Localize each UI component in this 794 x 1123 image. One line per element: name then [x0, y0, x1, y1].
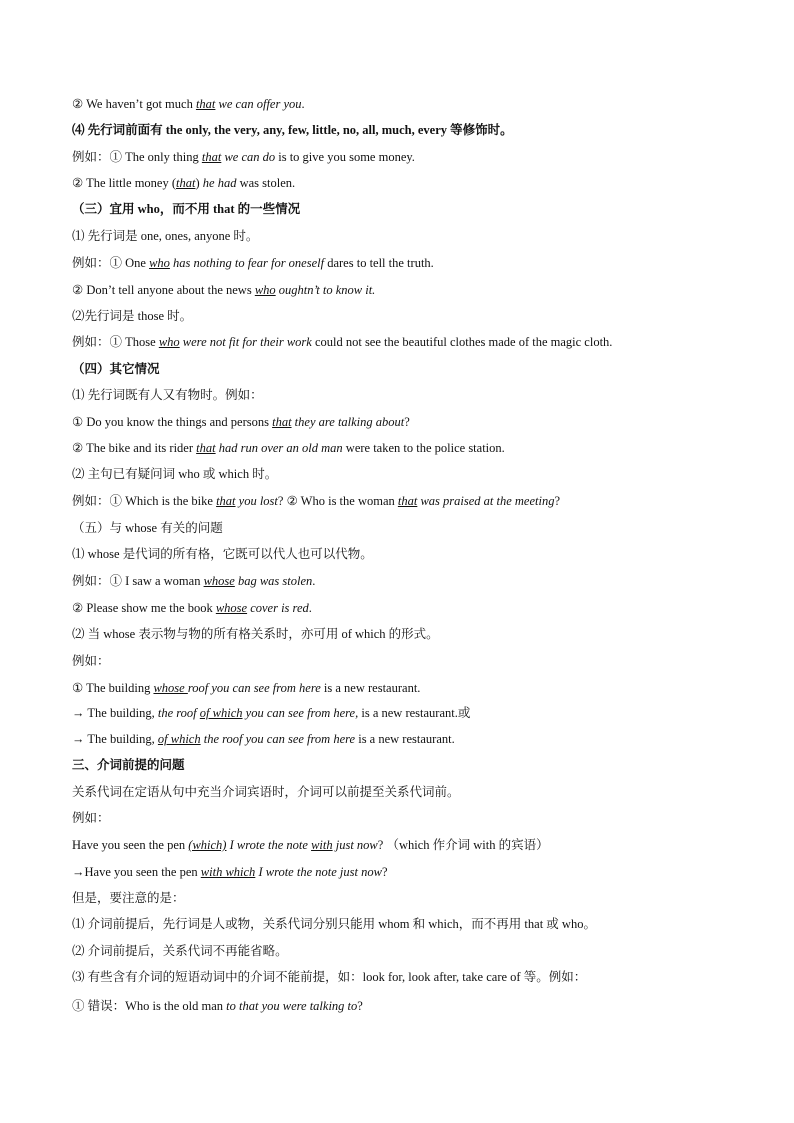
text-line [72, 546, 373, 562]
text-line [72, 228, 258, 244]
text-segment: the roof [157, 706, 200, 720]
text-segment: ? ② Who is the woman [277, 494, 398, 508]
text-segment: ⑴ 介词前提后，先行词是人或物，关系代词分别只能用 whom 和 which，而不再用 that 或 who。 [72, 917, 596, 931]
text-segment: ⑵先行词是 those 时。 [72, 309, 193, 323]
underlined-phrase: that [216, 494, 236, 508]
text-line [72, 361, 160, 377]
text-line [72, 387, 263, 403]
text-segment: 关系代词在定语从句中充当介词宾语时，介词可以前提至关系代词前。 [72, 785, 460, 799]
text-segment: oughtn’t to know it. [275, 283, 376, 297]
text-segment: （五）与 whose 有关的问题 [72, 521, 223, 535]
text-segment: you lost [235, 494, 278, 508]
text-segment: is to give you some money. [275, 150, 415, 164]
text-segment: ⑴ 先行词是 one, ones, anyone 时。 [72, 229, 259, 243]
text-segment: ⑵ 主句已有疑问词 who 或 which 时。 [72, 467, 278, 481]
text-line [72, 943, 288, 959]
text-segment: is a new restaurant. [320, 681, 421, 695]
text-segment: ② We haven’t got much [72, 97, 196, 111]
text-segment: ? [404, 415, 410, 429]
text-segment: the roof you can see from here [200, 732, 356, 746]
text-segment: were not fit for their work [179, 335, 312, 349]
text-segment: could not see the beautiful clothes made of the magic cloth. [311, 335, 613, 349]
text-line [72, 837, 549, 853]
underlined-phrase: that [195, 97, 216, 111]
text-segment: had run over an old man [215, 441, 343, 455]
text-segment: 三、介词前提的问题 [72, 758, 185, 772]
text-segment: ) [195, 176, 200, 190]
text-segment: （四）其它情况 [72, 362, 160, 376]
underlined-phrase: that [201, 150, 222, 164]
text-line [72, 810, 110, 826]
text-segment: we can offer you [215, 97, 302, 111]
text-line [72, 96, 305, 112]
text-line [72, 493, 560, 509]
text-segment: I wrote the note just now [255, 865, 382, 879]
text-segment: 等修饰时。 [447, 123, 513, 137]
text-line [72, 440, 505, 456]
text-segment: to that you were talking to [226, 999, 358, 1013]
text-segment: 例如：① The only thing [72, 150, 202, 164]
text-segment: ② Don’t tell anyone about the news [72, 283, 255, 297]
text-segment: ? [554, 494, 561, 508]
text-line [72, 255, 434, 271]
text-line [72, 600, 312, 616]
text-segment: he had [199, 176, 237, 190]
text-segment: were taken to the police station. [342, 441, 505, 455]
text-segment: just now [332, 838, 378, 852]
text-segment: . [308, 601, 312, 615]
text-segment: 例如：① Those [72, 335, 159, 349]
text-segment: 例如：① I saw a woman [72, 574, 204, 588]
text-segment: has nothing to fear for oneself [169, 256, 325, 270]
text-line [72, 414, 410, 430]
text-line [72, 282, 375, 298]
text-segment: ⑷ 先行词前面有 [72, 123, 166, 137]
underlined-phrase: that [176, 176, 196, 190]
underlined-phrase: who [254, 283, 276, 297]
text-segment: dares to tell the truth. [324, 256, 434, 270]
text-line [72, 149, 415, 165]
text-segment: was praised at the meeting [417, 494, 555, 508]
text-line [72, 653, 110, 669]
underlined-phrase: that [272, 415, 292, 429]
text-segment: Have you seen the pen [72, 838, 189, 852]
text-segment: I wrote the note [226, 838, 312, 852]
text-segment: 例如： [72, 811, 110, 825]
text-segment: ⑵ 当 whose 表示物与物的所有格关系时，亦可用 of which 的形式。 [72, 627, 439, 641]
text-segment: → The building, [72, 706, 158, 720]
text-line [72, 573, 315, 589]
text-segment: 例如：① Which is the bike [72, 494, 217, 508]
text-segment: ? [381, 865, 388, 879]
text-segment: → The building, [72, 732, 158, 746]
text-segment: （三）宜用 who，而不用 that 的一些情况 [72, 202, 301, 216]
underlined-phrase: of which [199, 706, 243, 720]
text-segment: . [301, 97, 305, 111]
text-segment: ① 错误：Who is the old man [72, 999, 227, 1013]
text-line [72, 520, 223, 536]
text-line [72, 175, 295, 191]
text-line [72, 784, 460, 800]
text-segment: is a new restaurant. [355, 732, 455, 746]
underlined-phrase: whose [153, 681, 188, 695]
text-segment: 例如： [72, 654, 110, 668]
text-line [72, 916, 596, 932]
underlined-phrase: whose [215, 601, 248, 615]
text-segment: ① The building [72, 681, 154, 695]
text-line [72, 334, 612, 350]
text-segment: ② Please show me the book [72, 601, 216, 615]
text-line [72, 969, 586, 985]
text-line [72, 626, 439, 642]
text-line [72, 998, 363, 1014]
text-segment: ⑶ 有些含有介词的短语动词中的介词不能前提，如：look for, look after, take care of 等。例如： [72, 970, 587, 984]
text-segment: ⑴ 先行词既有人又有物时。例如： [72, 388, 263, 402]
text-segment: ? （which 作介词 with 的宾语） [377, 838, 549, 852]
text-line [72, 705, 470, 721]
text-line [72, 864, 388, 880]
underlined-phrase: with [311, 838, 333, 852]
text-line [72, 308, 192, 324]
text-segment: ① Do you know the things and persons [72, 415, 273, 429]
text-segment: we can do [221, 150, 276, 164]
text-line [72, 680, 420, 696]
underlined-phrase: of which [157, 732, 201, 746]
text-segment: ⑵ 介词前提后，关系代词不再能省略。 [72, 944, 288, 958]
text-segment: the only, the very, any, few, little, no, all, much, every [165, 123, 447, 137]
text-segment: was stolen. [236, 176, 296, 190]
text-segment: roof you can see from here [187, 681, 321, 695]
text-line [72, 890, 185, 906]
text-segment: ⑴ whose 是代词的所有格，它既可以代人也可以代物。 [72, 547, 373, 561]
text-segment: ② The little money ( [72, 176, 177, 190]
underlined-phrase: (which) [188, 838, 227, 852]
text-segment: 例如：① One [72, 256, 150, 270]
underlined-phrase: who [158, 335, 180, 349]
underlined-phrase: that [397, 494, 418, 508]
text-segment: . [312, 574, 316, 588]
text-segment: cover is red [247, 601, 309, 615]
text-segment: they are talking about [291, 415, 405, 429]
text-segment: bag was stolen [234, 574, 313, 588]
text-line [72, 122, 513, 138]
text-line [72, 731, 455, 747]
text-segment: ② The bike and its rider [72, 441, 197, 455]
underlined-phrase: with which [200, 865, 256, 879]
text-segment: →Have you seen the pen [72, 865, 201, 879]
text-segment: ? [357, 999, 363, 1013]
text-segment: you can see from here, [242, 706, 359, 720]
text-segment: 但是，要注意的是： [72, 891, 185, 905]
text-line [72, 466, 277, 482]
underlined-phrase: who [149, 256, 170, 270]
underlined-phrase: whose [203, 574, 235, 588]
text-segment: is a new restaurant.或 [358, 706, 471, 720]
text-line [72, 757, 185, 773]
underlined-phrase: that [196, 441, 216, 455]
text-line [72, 201, 300, 217]
